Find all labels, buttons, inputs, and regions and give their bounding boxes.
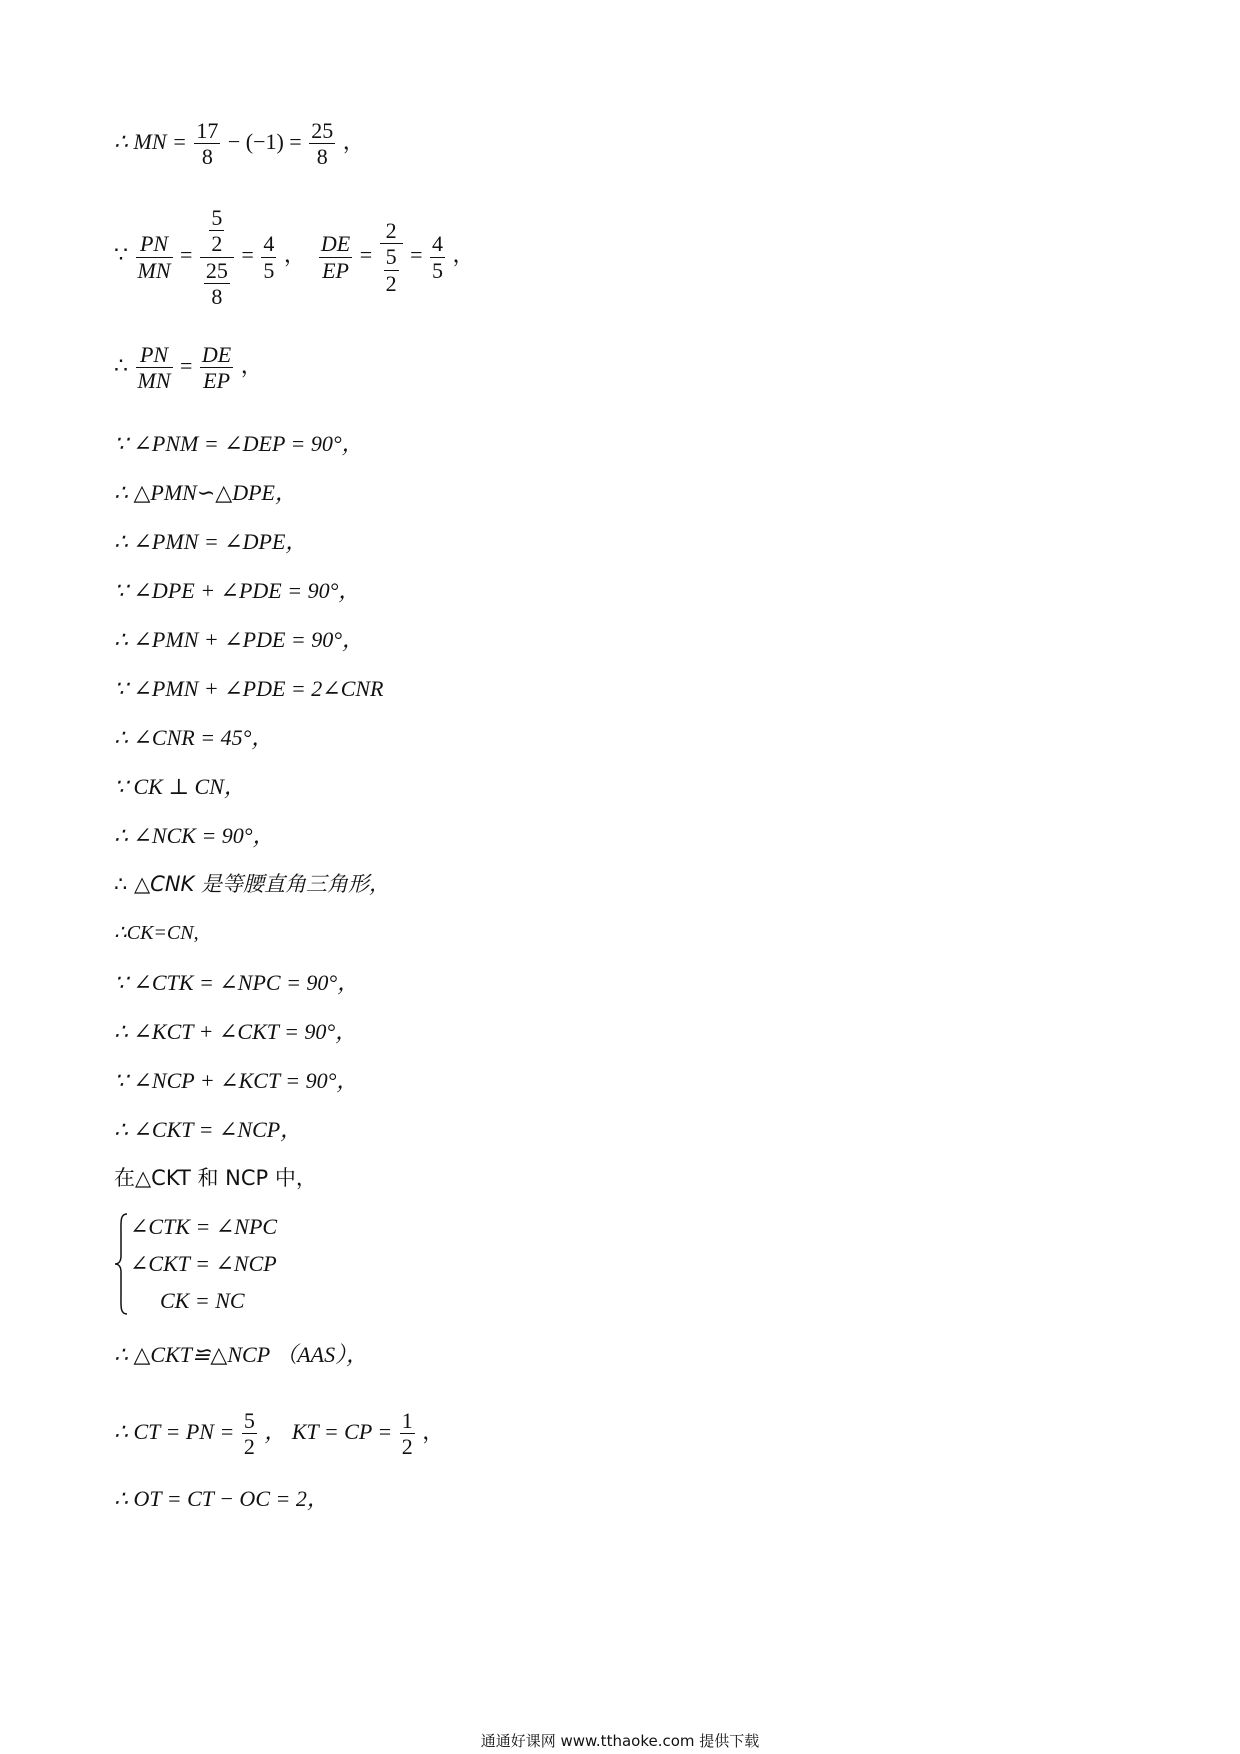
proof-line: ∴ ∠CKT = ∠NCP， [114, 1117, 303, 1142]
eq-ratio: ∵ $\frac{PN}{MN}$ = $\frac{\frac{5}{2}}{\frac{25}{8}}$ = $\frac{4}{5}$ ， $\frac{DE}{EP}$ = $\frac{2}{\frac{5}{2}}$ = $\frac{4}{5}$ ， [114, 205, 475, 309]
fraction: $\frac{17}{8}$ [196, 118, 219, 170]
fraction: $\frac{DE}{EP}$ [320, 231, 351, 283]
eq-mn-prefix: ∴ MN = [114, 128, 187, 154]
fraction: $\frac{5}{2}$ [243, 1408, 255, 1460]
proof-line: ∵ CK ⊥ CN， [114, 774, 246, 799]
system-row: ∠CKT = ∠NCP [130, 1251, 277, 1276]
proof-line: ∵ ∠NCP + ∠KCT = 90°， [114, 1068, 359, 1093]
proof-line: ∴ ∠PMN = ∠DPE， [114, 529, 308, 554]
fraction: $\frac{25}{8}$ [311, 118, 334, 170]
proof-line: ∴ △PMN∽△DPE， [114, 480, 297, 505]
proof-line: ∴ ∠PMN + ∠PDE = 90°， [114, 627, 365, 652]
eq-mn-mid: − (−1) = [227, 128, 302, 154]
proof-line: ∵ ∠PNM = ∠DEP = 90°， [114, 431, 364, 456]
eq-ct-kt: ∴ CT = PN = $\frac{5}{2}$ ， KT = CP = $\frac{1}{2}$ ， [114, 1408, 445, 1460]
fraction: $\frac{PN}{MN}$ [137, 342, 171, 394]
equation-system [114, 1208, 374, 1318]
system-row: CK = NC [160, 1288, 245, 1313]
proof-line: ∴ △CKT≌△NCP （AAS）， [114, 1342, 369, 1367]
compound-fraction: $\frac{\frac{5}{2}}{\frac{25}{8}}$ [200, 205, 234, 309]
proof-line: ∴ OT = CT − OC = 2， [114, 1486, 329, 1511]
eq-proportion: ∴ $\frac{PN}{MN}$ = $\frac{DE}{EP}$ ， [114, 342, 263, 394]
proof-line: ∵ ∠CTK = ∠NPC = 90°， [114, 970, 360, 995]
proof-line: 在△CKT 和 NCP 中， [114, 1166, 317, 1190]
fraction: $\frac{DE}{EP}$ [201, 342, 232, 394]
compound-fraction: $\frac{2}{\frac{5}{2}}$ [380, 218, 403, 296]
proof-line: ∵ ∠DPE + ∠PDE = 90°， [114, 578, 361, 603]
proof-line: ∵ ∠PMN + ∠PDE = 2∠CNR [114, 676, 384, 701]
proof-line: ∴CK=CN, [114, 922, 199, 944]
left-brace-icon [114, 1212, 130, 1316]
fraction: $\frac{4}{5}$ [263, 231, 275, 283]
proof-line: ∴ △CNK 是等腰直角三角形， [114, 872, 391, 896]
proof-line: ∴ ∠NCK = 90°， [114, 823, 275, 848]
fraction: $\frac{1}{2}$ [401, 1408, 413, 1460]
proof-line: ∴ ∠CNR = 45°， [114, 725, 274, 750]
proof-line: ∴ ∠KCT + ∠CKT = 90°， [114, 1019, 358, 1044]
page-footer: 通通好课网 www.tthaoke.com 提供下载 [480, 1732, 760, 1750]
fraction: $\frac{PN}{MN}$ [137, 231, 171, 283]
eq-mn: ∴ MN = $\frac{17}{8}$ − (−1) = $\frac{25}{8}$ ， [114, 118, 365, 170]
system-row: ∠CTK = ∠NPC [130, 1214, 278, 1239]
fraction: $\frac{4}{5}$ [432, 231, 444, 283]
